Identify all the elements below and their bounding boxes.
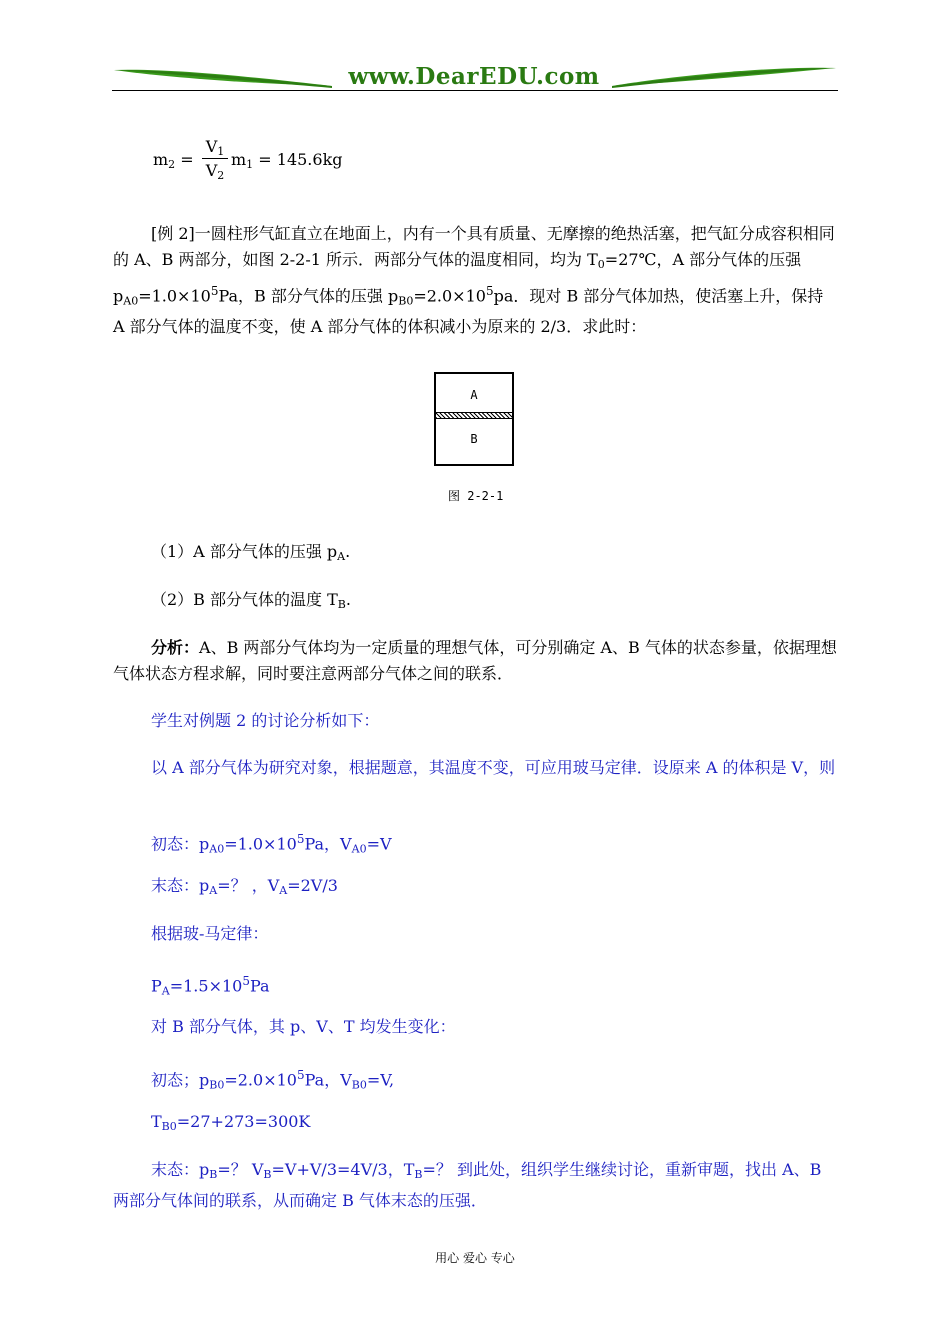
analysis-label: 分析： (151, 638, 200, 657)
b-final-state: 末态：$p_B=$？ $V_B=V+V/3=4V/3$，$T_B=$？ 到此处，组织学生继续讨论，重新审题，找出 A、B 两部分气体间的联系，从而确定 B 气体末态的压强． (113, 1160, 822, 1210)
discussion-heading: 学生对例题 2 的讨论分析如下： (151, 711, 380, 730)
analysis-paragraph: 分析：A、B 两部分气体均为一定质量的理想气体，可分别确定 A、B 气体的状态参量，依据理想气体状态方程求解，同时要注意两部分气体之间的联系． (113, 638, 837, 683)
chamber-a-label: A (470, 388, 478, 402)
formula-lhs: $m_2$ = (153, 150, 194, 171)
tb0-value: $T_{B0}=27+273=300K$ (151, 1112, 311, 1133)
pa-result: $P_A=1.5\times 10^5Pa$ (151, 974, 270, 998)
question-1: （1）A 部分气体的压强 $p_A$. (151, 542, 351, 563)
a-final-state: 末态：$p_A=$？ ，$V_A=2V/3$ (151, 876, 338, 897)
volume-fraction (202, 136, 228, 181)
b-initial-state: 初态；$p_{B0}=2.0\times 10^5Pa$，$V_{B0}=V$, (151, 1068, 395, 1092)
figure-caption: 图 2-2-1 (448, 489, 504, 503)
discussion-a-paragraph: 以 A 部分气体为研究对象，根据题意，其温度不变，可应用玻马定律．设原来 A 的体积是 V，则 (151, 758, 836, 777)
site-header (112, 56, 838, 96)
fraction-numerator: $V_1$ (205, 137, 225, 158)
boyle-law-line: 根据玻-马定律： (151, 924, 269, 943)
piston (436, 412, 512, 419)
site-logo-text: www.DearEDU.com (348, 63, 600, 90)
chamber-b-label: B (470, 432, 478, 446)
question-2: （2）B 部分气体的温度 $T_B$. (151, 590, 351, 611)
a-initial-state: 初态：$p_{A0}=1.0\times 10^5Pa$，$V_{A0}=V$ (151, 832, 392, 856)
header-divider (112, 90, 838, 91)
b-intro: 对 B 部分气体，其 p、V、T 均发生变化： (151, 1017, 456, 1036)
formula-rhs: $m_1 = 145.6kg$ (231, 150, 343, 171)
problem-statement: [例 2]一圆柱形气缸直立在地面上，内有一个具有质量、无摩擦的绝热活塞，把气缸分成容积相同的 A、B 两部分，如图 2-2-1 所示．两部分气体的温度相同，均为 $T_0=27℃$，A 部分气体的压强 $p_{A0}=1.0\times 10^5Pa$，B 部分气体的压强 $p_{B0}=2.0\times 10^5pa$．现对 B 部分气体加热，使活塞上升，保持 A 部分气体的温度不变，使 A 部分气体的体积减小为原来的 2/3．求此时： (113, 224, 835, 337)
cylinder-diagram (434, 372, 514, 466)
page-footer: 用心 爱心 专心 (435, 1251, 515, 1265)
fraction-denominator: $V_2$ (205, 161, 225, 182)
